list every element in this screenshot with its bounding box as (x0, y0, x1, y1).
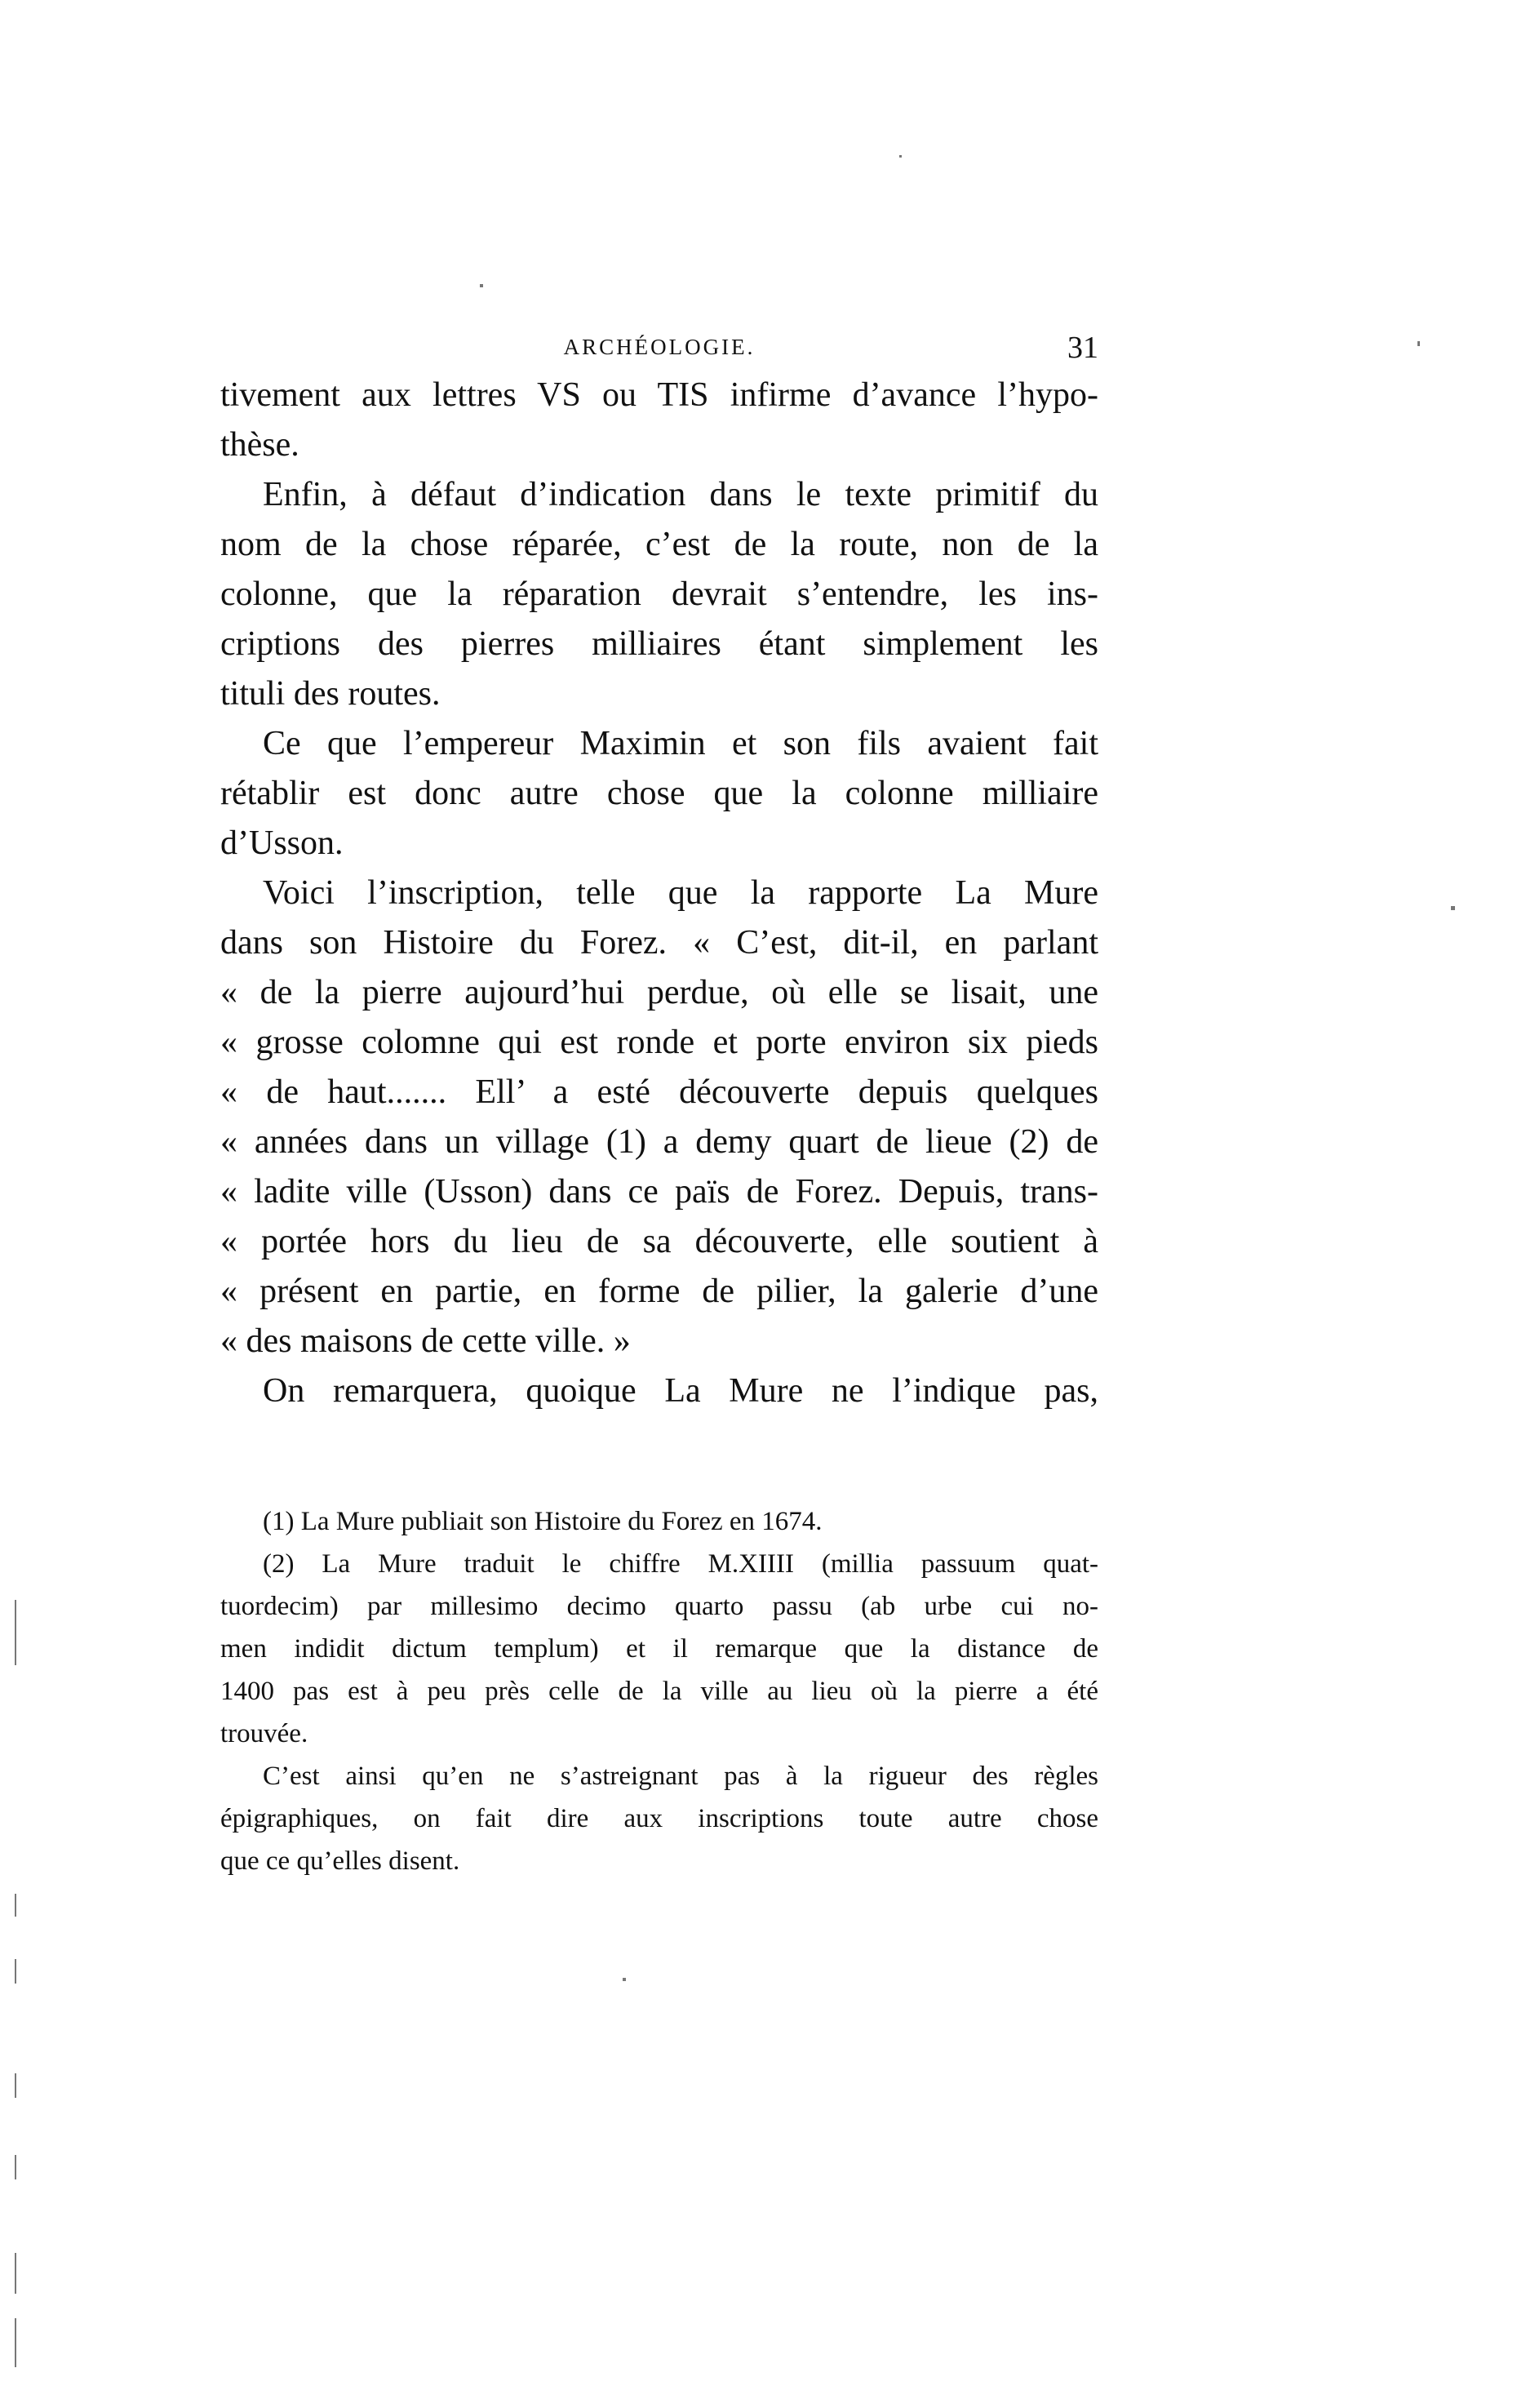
text-line: tituli des routes. (220, 675, 441, 713)
scan-edge-line (15, 2073, 16, 2098)
footnotes (220, 1500, 1098, 1882)
footnote-line: que ce qu’elles disent. (220, 1846, 460, 1876)
text-line: « grosse colomne qui est ronde et porte environ six pieds (220, 1024, 1098, 1061)
footnote-line: 1400 pas est à peu près celle de la ville au lieu où la pierre a été (220, 1677, 1098, 1706)
text-line: « présent en partie, en forme de pilier, la galerie d’une (220, 1273, 1098, 1310)
text-line: « des maisons de cette ville. » (220, 1322, 631, 1360)
scan-speck (899, 155, 902, 158)
footnote-line: (1) La Mure publiait son Histoire du Forez en 1674. (263, 1507, 823, 1536)
text-line: On remarquera, quoique La Mure ne l’indique pas, (263, 1372, 1098, 1410)
running-head: ARCHÉOLOGIE. (563, 335, 756, 359)
text-line: criptions des pierres milliaires étant simplement les (220, 625, 1098, 663)
footnote-line: (2) La Mure traduit le chiffre M.XIIII (millia passuum quat- (263, 1549, 1098, 1579)
text-line: « portée hors du lieu de sa découverte, elle soutient à (220, 1223, 1098, 1260)
footnote-line: trouvée. (220, 1719, 308, 1748)
text-line: Enfin, à défaut d’indication dans le texte primitif du (263, 476, 1098, 513)
scan-edge-line (15, 2155, 16, 2179)
text-line: Voici l’inscription, telle que la rapporte La Mure (263, 874, 1098, 912)
main-text (220, 371, 1098, 1416)
footnote-line: tuordecim) par millesimo decimo quarto passu (ab urbe cui no- (220, 1592, 1098, 1621)
page-number: 31 (1067, 331, 1098, 365)
scan-edge-line (15, 1600, 16, 1665)
text-line: d’Usson. (220, 824, 344, 862)
footnote-line: men indidit dictum templum) et il remarque que la distance de (220, 1634, 1098, 1664)
text-line: nom de la chose réparée, c’est de la route, non de la (220, 526, 1098, 563)
text-line: tivement aux lettres VS ou TIS infirme d’avance l’hypo- (220, 376, 1098, 414)
scan-edge-line (15, 1894, 16, 1917)
page-header (220, 330, 1098, 371)
text-line: dans son Histoire du Forez. « C’est, dit-il, en parlant (220, 924, 1098, 962)
scan-speck (623, 1978, 626, 1981)
text-line: « ladite ville (Usson) dans ce païs de Forez. Depuis, trans- (220, 1173, 1098, 1211)
scan-speck (1451, 906, 1455, 910)
scan-speck (1417, 341, 1420, 346)
scan-edge-line (15, 2318, 16, 2367)
scan-edge-line (15, 2253, 16, 2294)
text-line: colonne, que la réparation devrait s’entendre, les ins- (220, 575, 1098, 613)
text-line: « années dans un village (1) a demy quart de lieue (2) de (220, 1123, 1098, 1161)
text-line: Ce que l’empereur Maximin et son fils avaient fait (263, 725, 1098, 762)
scan-edge-line (15, 1959, 16, 1984)
text-line: « de la pierre aujourd’hui perdue, où elle se lisait, une (220, 974, 1098, 1011)
text-line: « de haut....... Ell’ a esté découverte depuis quelques (220, 1073, 1098, 1111)
text-line: thèse. (220, 426, 299, 464)
text-line: rétablir est donc autre chose que la colonne milliaire (220, 775, 1098, 812)
footnote-line: C’est ainsi qu’en ne s’astreignant pas à la rigueur des règles (263, 1762, 1098, 1791)
footnote-line: épigraphiques, on fait dire aux inscriptions toute autre chose (220, 1804, 1098, 1833)
scan-speck (480, 284, 483, 287)
